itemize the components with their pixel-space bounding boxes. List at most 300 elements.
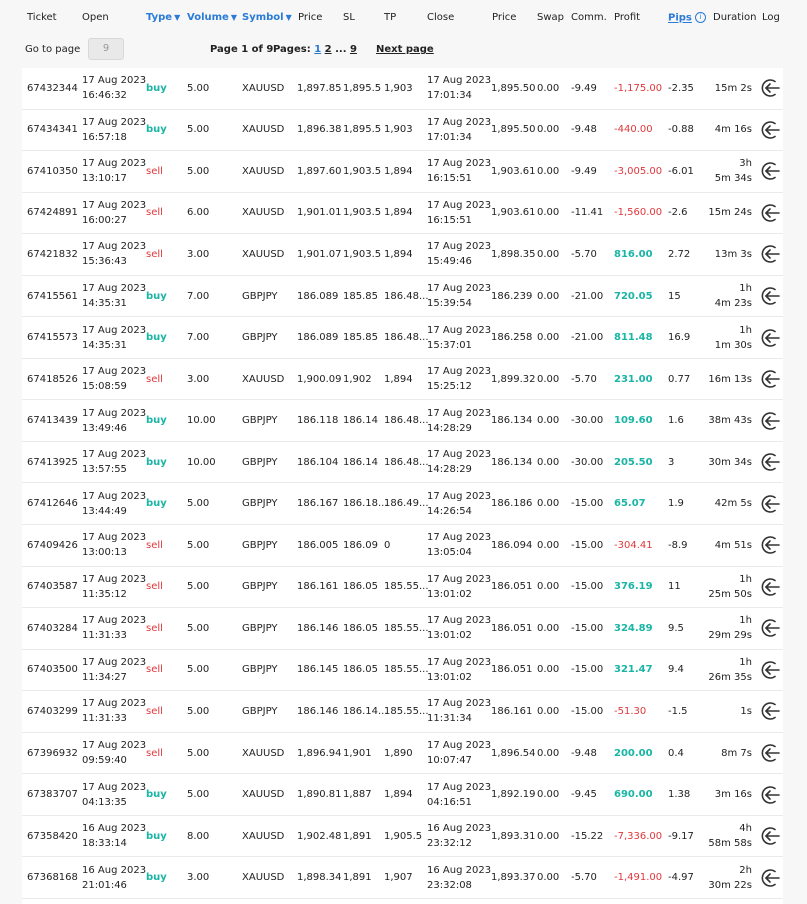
log-button[interactable] <box>760 317 782 358</box>
log-button[interactable] <box>760 774 782 815</box>
cell-close-date: 17 Aug 2023 <box>427 75 492 87</box>
cell-pips: 0.77 <box>668 373 691 385</box>
cell-swap: 0.00 <box>537 373 560 385</box>
header-volume-label: Volume <box>187 12 229 23</box>
cell-close-time: 15:49:46 <box>427 256 472 268</box>
cell-pips: -6.01 <box>668 165 694 177</box>
cell-close <box>427 567 491 608</box>
table-row <box>22 400 783 442</box>
cell-close-time: 16:15:51 <box>427 173 472 185</box>
header-price: Price <box>298 12 323 23</box>
cell-type: sell <box>146 705 163 717</box>
sort-down-icon: ▼ <box>174 13 181 22</box>
cell-symbol: GBPJPY <box>242 415 278 427</box>
cell-comm: -15.00 <box>571 581 604 593</box>
cell-volume: 8.00 <box>187 830 210 842</box>
cell-price: 186.146 <box>297 622 339 634</box>
cell-comm: -15.00 <box>571 622 604 634</box>
cell-close-time: 14:28:29 <box>427 422 472 434</box>
cell-volume: 5.00 <box>187 581 210 593</box>
cell-close-date: 17 Aug 2023 <box>427 407 492 419</box>
cell-profit: 205.50 <box>614 456 653 468</box>
cell-close-date: 17 Aug 2023 <box>427 283 492 294</box>
cell-open-date: 17 Aug 2023 <box>82 698 147 710</box>
cell-duration-part: 29m 29s <box>708 630 752 642</box>
cell-close-time: 04:16:51 <box>427 796 472 808</box>
cell-duration <box>708 525 752 566</box>
cell-open-time: 09:59:40 <box>82 755 127 767</box>
cell-open-date: 17 Aug 2023 <box>82 781 147 793</box>
cell-sl: 186.05 <box>343 581 378 593</box>
cell-pips: 15 <box>668 290 681 302</box>
cell-open-date: 17 Aug 2023 <box>82 241 147 253</box>
cell-ticket: 67413925 <box>27 456 78 468</box>
cell-price: 186.167 <box>297 498 339 510</box>
header-symbol-sort[interactable] <box>242 12 292 23</box>
cell-volume: 5.00 <box>187 82 210 94</box>
cell-swap: 0.00 <box>537 456 560 468</box>
log-button[interactable] <box>760 151 782 192</box>
cell-close-time: 13:01:02 <box>427 588 472 600</box>
cell-open-time: 18:33:14 <box>82 838 127 850</box>
log-button[interactable] <box>760 193 782 234</box>
cell-duration <box>708 276 752 317</box>
cell-symbol: GBPJPY <box>242 456 278 468</box>
cell-open <box>82 234 147 275</box>
cell-comm: -9.45 <box>571 789 597 801</box>
cell-close <box>427 359 491 400</box>
cell-close-date: 17 Aug 2023 <box>427 656 492 668</box>
cell-duration <box>708 234 752 275</box>
cell-symbol: GBPJPY <box>242 539 278 551</box>
cell-comm: -15.00 <box>571 664 604 676</box>
cell-type: sell <box>146 622 163 634</box>
cell-close <box>427 442 491 483</box>
table-row <box>22 608 783 650</box>
cell-volume: 6.00 <box>187 207 210 219</box>
cell-open <box>82 317 147 358</box>
cell-tp: 186.49... <box>384 498 429 510</box>
cell-open <box>82 567 147 608</box>
cell-volume: 3.00 <box>187 248 210 260</box>
sort-down-icon: ▼ <box>285 13 292 22</box>
header-volume-sort[interactable] <box>187 12 237 23</box>
table-row <box>22 774 783 816</box>
cell-comm: -9.48 <box>571 747 597 759</box>
log-button[interactable] <box>760 650 782 691</box>
cell-sl: 1,891 <box>343 872 372 884</box>
cell-open-date: 17 Aug 2023 <box>82 490 147 502</box>
cell-open-date: 17 Aug 2023 <box>82 199 147 211</box>
cell-close-date: 17 Aug 2023 <box>427 740 492 752</box>
log-button[interactable] <box>760 234 782 275</box>
cell-tp: 1,907 <box>384 872 413 884</box>
cell-close-date: 17 Aug 2023 <box>427 324 492 336</box>
table-row <box>22 359 783 401</box>
header-tp: TP <box>384 12 397 23</box>
table-row <box>22 525 783 567</box>
log-button[interactable] <box>760 816 782 857</box>
cell-profit: -1,491.00 <box>614 872 663 884</box>
cell-volume: 10.00 <box>187 415 216 427</box>
cell-comm: -5.70 <box>571 872 597 884</box>
page-link-2[interactable]: 2 <box>324 44 332 55</box>
exit-log-icon <box>760 202 782 224</box>
cell-close-price: 1,895.50 <box>491 124 536 136</box>
cell-tp: 186.48... <box>384 415 429 427</box>
cell-open <box>82 193 147 234</box>
table-row <box>22 276 783 318</box>
cell-comm: -9.48 <box>571 124 597 136</box>
cell-tp: 1,903 <box>384 124 413 136</box>
table-row <box>22 816 783 858</box>
table-row <box>22 193 783 235</box>
cell-type: sell <box>146 373 163 385</box>
cell-comm: -9.49 <box>571 82 597 94</box>
cell-close-time: 16:15:51 <box>427 214 472 226</box>
cell-sl: 186.05 <box>343 664 378 676</box>
cell-profit: -304.41 <box>614 539 653 551</box>
exit-log-icon <box>760 451 782 473</box>
cell-duration-part: 26m 35s <box>708 671 752 683</box>
cell-pips: -9.17 <box>668 830 694 842</box>
cell-close <box>427 400 491 441</box>
cell-close-price: 186.094 <box>491 539 533 551</box>
cell-open-date: 17 Aug 2023 <box>82 366 147 378</box>
cell-duration-part: 4m 16s <box>714 124 752 136</box>
go-to-page-input[interactable]: 9 <box>88 38 124 60</box>
cell-sl: 1,887 <box>343 789 372 801</box>
cell-close-date: 17 Aug 2023 <box>427 116 492 128</box>
cell-symbol: GBPJPY <box>242 332 278 344</box>
cell-close-date: 17 Aug 2023 <box>427 241 492 253</box>
cell-comm: -15.00 <box>571 498 604 510</box>
cell-open-date: 17 Aug 2023 <box>82 656 147 668</box>
cell-close-time: 13:01:02 <box>427 671 472 683</box>
cell-swap: 0.00 <box>537 705 560 717</box>
cell-open <box>82 68 147 109</box>
cell-profit: -51.30 <box>614 705 647 717</box>
page-link-9[interactable]: 9 <box>349 44 357 55</box>
cell-type: sell <box>146 248 163 260</box>
cell-sl: 185.85 <box>343 290 378 302</box>
cell-open-time: 13:00:13 <box>82 547 127 559</box>
log-button[interactable] <box>760 110 782 151</box>
cell-volume: 5.00 <box>187 165 210 177</box>
table-row <box>22 483 783 525</box>
cell-close-price: 186.134 <box>491 456 533 468</box>
cell-price: 186.146 <box>297 705 339 717</box>
table-row <box>22 234 783 276</box>
header-profit: Profit <box>614 12 641 23</box>
cell-price: 1,902.48 <box>297 830 342 842</box>
cell-close-time: 10:07:47 <box>427 755 472 767</box>
cell-open <box>82 276 147 317</box>
cell-close-date: 17 Aug 2023 <box>427 449 492 461</box>
log-button[interactable] <box>760 733 782 774</box>
cell-pips: 2.72 <box>668 248 691 260</box>
cell-ticket: 67403500 <box>27 664 78 676</box>
header-type-sort[interactable] <box>146 12 180 23</box>
log-button[interactable] <box>760 525 782 566</box>
cell-price: 1,897.60 <box>297 165 342 177</box>
cell-close-time: 15:39:54 <box>427 298 472 309</box>
cell-profit: 811.48 <box>614 332 653 344</box>
cell-symbol: XAUUSD <box>242 789 285 801</box>
cell-duration <box>708 317 752 358</box>
cell-duration-part: 1h <box>739 615 752 627</box>
cell-close-date: 16 Aug 2023 <box>427 823 492 835</box>
cell-comm: -5.70 <box>571 248 597 260</box>
cell-profit: -1,560.00 <box>614 207 663 219</box>
table-row <box>22 733 783 775</box>
cell-pips: -8.9 <box>668 539 688 551</box>
cell-pips: 9.5 <box>668 622 684 634</box>
cell-sl: 1,903.5 <box>343 207 382 219</box>
header-close: Close <box>427 12 455 23</box>
cell-ticket: 67412646 <box>27 498 78 510</box>
cell-price: 186.104 <box>297 456 339 468</box>
cell-swap: 0.00 <box>537 332 560 344</box>
log-button[interactable] <box>760 608 782 649</box>
cell-price: 1,901.07 <box>297 248 342 260</box>
cell-open-time: 13:44:49 <box>82 505 127 517</box>
cell-pips: 1.38 <box>668 789 691 801</box>
cell-type: buy <box>146 415 167 427</box>
cell-open-date: 17 Aug 2023 <box>82 740 147 752</box>
cell-duration <box>708 857 752 898</box>
cell-swap: 0.00 <box>537 789 560 801</box>
cell-tp: 185.55... <box>384 581 429 593</box>
cell-close <box>427 276 491 317</box>
cell-type: sell <box>146 747 163 759</box>
cell-ticket: 67410350 <box>27 165 78 177</box>
cell-close-price: 186.186 <box>491 498 533 510</box>
cell-comm: -11.41 <box>571 207 604 219</box>
cell-comm: -30.00 <box>571 415 604 427</box>
cell-price: 1,898.34 <box>297 872 342 884</box>
cell-open-time: 16:57:18 <box>82 131 127 143</box>
cell-close-time: 17:01:34 <box>427 131 472 143</box>
exit-log-icon <box>760 493 782 515</box>
cell-open-time: 11:34:27 <box>82 671 127 683</box>
cell-price: 186.145 <box>297 664 339 676</box>
cell-close-time: 11:31:34 <box>427 713 472 725</box>
cell-close-price: 1,895.50 <box>491 82 536 94</box>
header-close-price: Price <box>492 12 517 23</box>
cell-volume: 5.00 <box>187 498 210 510</box>
cell-profit: -7,336.00 <box>614 830 663 842</box>
cell-comm: -5.70 <box>571 373 597 385</box>
cell-volume: 3.00 <box>187 872 210 884</box>
cell-duration <box>708 650 752 691</box>
cell-duration-part: 42m 5s <box>714 498 752 510</box>
cell-tp: 185.55... <box>384 622 429 634</box>
cell-close-price: 186.051 <box>491 581 533 593</box>
cell-type: buy <box>146 789 167 801</box>
cell-close-time: 14:28:29 <box>427 464 472 476</box>
cell-duration-part: 16m 13s <box>708 373 752 385</box>
cell-close <box>427 151 491 192</box>
cell-duration <box>708 816 752 857</box>
cell-ticket: 67421832 <box>27 248 78 260</box>
sort-down-icon: ▼ <box>230 13 237 22</box>
cell-sl: 1,891 <box>343 830 372 842</box>
cell-ticket: 67383707 <box>27 789 78 801</box>
exit-log-icon <box>760 410 782 432</box>
cell-sl: 1,903.5 <box>343 248 382 260</box>
cell-duration-part: 58m 58s <box>708 838 752 850</box>
cell-price: 1,890.81 <box>297 789 342 801</box>
cell-price: 1,900.09 <box>297 373 342 385</box>
pages-ellipsis: ... <box>335 44 347 55</box>
cell-profit: 231.00 <box>614 373 653 385</box>
cell-close-price: 186.239 <box>491 290 533 302</box>
cell-close-time: 14:26:54 <box>427 505 472 517</box>
log-button[interactable] <box>760 68 782 109</box>
table-row <box>22 317 783 359</box>
cell-comm: -21.00 <box>571 332 604 344</box>
cell-tp: 1,894 <box>384 373 413 385</box>
cell-close <box>427 110 491 151</box>
cell-close <box>427 774 491 815</box>
cell-swap: 0.00 <box>537 248 560 260</box>
cell-type: buy <box>146 498 167 510</box>
cell-duration-part: 1m 30s <box>714 339 752 351</box>
cell-volume: 7.00 <box>187 290 210 302</box>
cell-close <box>427 317 491 358</box>
cell-duration-part: 4m 51s <box>714 539 752 551</box>
log-button[interactable] <box>760 567 782 608</box>
header-pips-sort[interactable] <box>668 12 706 24</box>
cell-duration <box>708 774 752 815</box>
log-button[interactable] <box>760 359 782 400</box>
cell-ticket: 67403299 <box>27 705 78 717</box>
cell-sl: 186.14 <box>343 415 378 427</box>
exit-log-icon <box>760 825 782 847</box>
log-button[interactable] <box>760 442 782 483</box>
cell-close-time: 15:25:12 <box>427 381 472 393</box>
header-log: Log <box>762 12 780 23</box>
cell-close <box>427 193 491 234</box>
cell-duration <box>708 193 752 234</box>
cell-close-price: 186.051 <box>491 664 533 676</box>
cell-close <box>427 525 491 566</box>
cell-open-date: 17 Aug 2023 <box>82 75 147 87</box>
pages-label: Pages: <box>273 44 311 55</box>
cell-duration-part: 25m 50s <box>708 588 752 600</box>
cell-swap: 0.00 <box>537 415 560 427</box>
cell-duration <box>708 567 752 608</box>
header-sl: SL <box>343 12 355 23</box>
cell-close <box>427 733 491 774</box>
go-to-page-label: Go to page <box>25 44 81 55</box>
cell-volume: 3.00 <box>187 373 210 385</box>
log-button[interactable] <box>760 276 782 317</box>
header-swap: Swap <box>537 12 565 23</box>
cell-volume: 7.00 <box>187 332 210 344</box>
cell-tp: 1,903 <box>384 82 413 94</box>
pagination-bar <box>22 36 783 68</box>
cell-swap: 0.00 <box>537 165 560 177</box>
header-open: Open <box>82 12 109 23</box>
cell-symbol: GBPJPY <box>242 581 278 593</box>
cell-open-date: 17 Aug 2023 <box>82 116 147 128</box>
cell-open-date: 17 Aug 2023 <box>82 615 147 627</box>
cell-open-time: 16:46:32 <box>82 90 127 102</box>
cell-profit: -3,005.00 <box>614 165 663 177</box>
table-row <box>22 442 783 484</box>
table-row <box>22 567 783 609</box>
table-row <box>22 857 783 899</box>
cell-profit: 321.47 <box>614 664 653 676</box>
cell-tp: 1,890 <box>384 747 413 759</box>
cell-profit: 324.89 <box>614 622 653 634</box>
cell-pips: 1.6 <box>668 415 684 427</box>
exit-log-icon <box>760 742 782 764</box>
cell-close <box>427 816 491 857</box>
cell-sl: 186.05 <box>343 622 378 634</box>
log-button[interactable] <box>760 691 782 732</box>
exit-log-icon <box>760 617 782 639</box>
exit-log-icon <box>760 243 782 265</box>
cell-open-time: 13:57:55 <box>82 464 127 476</box>
cell-swap: 0.00 <box>537 664 560 676</box>
cell-pips: 9.4 <box>668 664 684 676</box>
cell-swap: 0.00 <box>537 498 560 510</box>
cell-close <box>427 608 491 649</box>
cell-duration-part: 30m 34s <box>708 456 752 468</box>
cell-comm: -30.00 <box>571 456 604 468</box>
cell-open-date: 17 Aug 2023 <box>82 283 147 294</box>
cell-close <box>427 234 491 275</box>
page-link-1[interactable]: 1 <box>314 44 322 55</box>
next-page-link[interactable]: Next page <box>376 44 434 55</box>
cell-open-date: 17 Aug 2023 <box>82 573 147 585</box>
cell-duration-part: 15m 2s <box>714 82 752 94</box>
cell-open <box>82 359 147 400</box>
cell-type: sell <box>146 165 163 177</box>
cell-duration <box>708 608 752 649</box>
cell-close-time: 13:05:04 <box>427 547 472 559</box>
cell-duration-part: 1h <box>739 573 752 585</box>
info-icon[interactable]: i <box>695 12 706 23</box>
cell-open <box>82 857 147 898</box>
cell-duration <box>708 151 752 192</box>
cell-open-date: 17 Aug 2023 <box>82 449 147 461</box>
cell-tp: 1,894 <box>384 165 413 177</box>
cell-duration-part: 1h <box>739 283 752 294</box>
cell-tp: 185.55... <box>384 705 429 717</box>
cell-swap: 0.00 <box>537 539 560 551</box>
log-button[interactable] <box>760 483 782 524</box>
cell-profit: 816.00 <box>614 248 653 260</box>
cell-ticket: 67424891 <box>27 207 78 219</box>
log-button[interactable] <box>760 400 782 441</box>
cell-price: 1,901.01 <box>297 207 342 219</box>
cell-open <box>82 650 147 691</box>
cell-open-time: 15:08:59 <box>82 381 127 393</box>
table-row <box>22 650 783 692</box>
cell-symbol: XAUUSD <box>242 747 285 759</box>
cell-volume: 5.00 <box>187 622 210 634</box>
log-button[interactable] <box>760 857 782 898</box>
trades-table-body <box>22 68 783 904</box>
cell-duration <box>708 359 752 400</box>
cell-profit: -440.00 <box>614 124 653 136</box>
cell-open-date: 17 Aug 2023 <box>82 532 147 544</box>
cell-pips: -2.35 <box>668 82 694 94</box>
